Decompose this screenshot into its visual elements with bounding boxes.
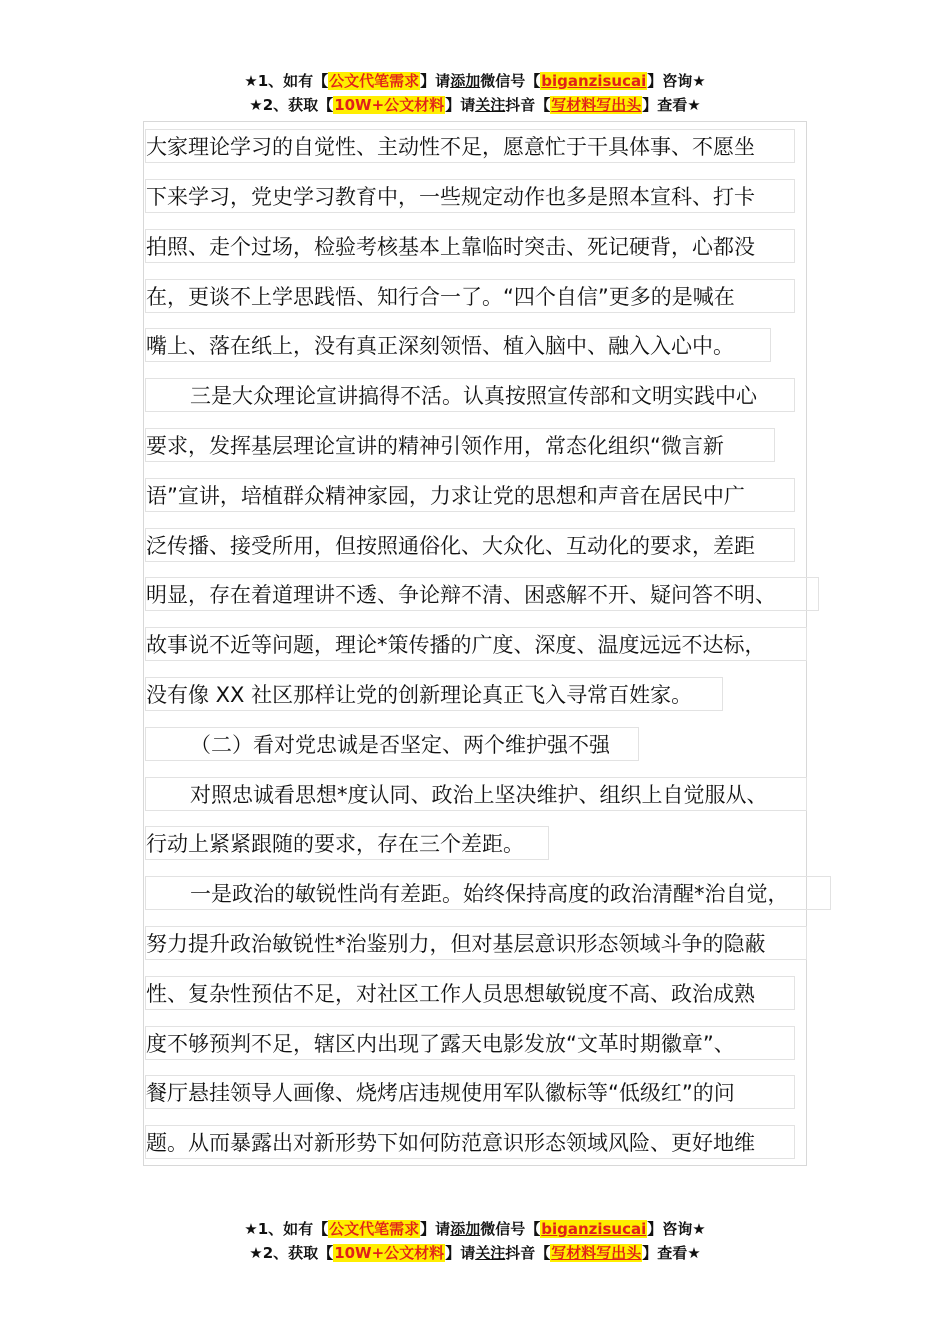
body-line: 性、复杂性预估不足，对社区工作人员思想敏锐度不高、政治成熟 — [145, 976, 795, 1010]
body-line: 要求，发挥基层理论宣讲的精神引领作用，常态化组织“微言新 — [145, 428, 775, 462]
banner-text: 微信号【 — [480, 72, 541, 90]
body-line: 一是政治的敏锐性尚有差距。始终保持高度的政治清醒*治自觉， — [145, 876, 831, 910]
banner-highlight: biganzisucai — [541, 1220, 647, 1238]
banner-highlight: 公文代笔需求 — [329, 72, 420, 90]
body-line: 没有像 XX 社区那样让党的创新理论真正飞入寻常百姓家。 — [145, 677, 723, 711]
banner-line-1 — [0, 1217, 950, 1241]
banner-highlight: biganzisucai — [541, 72, 647, 90]
banner-text: 】咨询★ — [647, 72, 706, 90]
banner-highlight: 10W+公文材料 — [334, 1244, 445, 1262]
body-line: 题。从而暴露出对新形势下如何防范意识形态领域风险、更好地维 — [145, 1125, 795, 1159]
banner-text: ★2、获取【 — [249, 1244, 334, 1262]
footer-banner — [0, 1217, 950, 1265]
banner-underlined: 关注 — [475, 1244, 506, 1262]
body-line: 餐厅悬挂领导人画像、烧烤店违规使用军队徽标等“低级红”的问 — [145, 1075, 795, 1109]
banner-highlight: 10W+公文材料 — [334, 96, 445, 114]
banner-text: 】请 — [420, 72, 451, 90]
banner-text: 微信号【 — [480, 1220, 541, 1238]
banner-underlined: 添加 — [450, 1220, 481, 1238]
body-line: 明显，存在着道理讲不透、争论辩不清、困惑解不开、疑问答不明、 — [145, 577, 819, 611]
body-line: 在，更谈不上学思践悟、知行合一了。“四个自信”更多的是喊在 — [145, 279, 795, 313]
banner-text: 抖音【 — [505, 96, 551, 114]
banner-underlined: 关注 — [475, 96, 506, 114]
body-line: 故事说不近等问题，理论*策传播的广度、深度、温度远远不达标， — [145, 627, 807, 661]
header-banner — [0, 69, 950, 117]
body-line: 努力提升政治敏锐性*治鉴别力，但对基层意识形态领域斗争的隐蔽 — [145, 926, 807, 960]
banner-text: ★1、如有【 — [244, 72, 329, 90]
body-line: 对照忠诚看思想*度认同、政治上坚决维护、组织上自觉服从、 — [145, 777, 807, 811]
banner-text: 】查看★ — [642, 96, 701, 114]
banner-line-2 — [0, 1241, 950, 1265]
banner-line-1 — [0, 69, 950, 93]
banner-line-2 — [0, 93, 950, 117]
banner-text: ★1、如有【 — [244, 1220, 329, 1238]
body-line: 三是大众理论宣讲搞得不活。认真按照宣传部和文明实践中心 — [145, 378, 795, 412]
body-line: 度不够预判不足，辖区内出现了露天电影发放“文革时期徽章”、 — [145, 1026, 795, 1060]
body-line: 下来学习，党史学习教育中，一些规定动作也多是照本宣科、打卡 — [145, 179, 795, 213]
banner-underlined: 添加 — [450, 72, 481, 90]
banner-text: 】请 — [445, 1244, 476, 1262]
banner-text: 】咨询★ — [647, 1220, 706, 1238]
banner-text: 】请 — [420, 1220, 451, 1238]
body-line: 行动上紧紧跟随的要求，存在三个差距。 — [145, 826, 549, 860]
body-line: 语”宣讲，培植群众精神家园，力求让党的思想和声音在居民中广 — [145, 478, 795, 512]
banner-text: ★2、获取【 — [249, 96, 334, 114]
banner-text: 抖音【 — [505, 1244, 551, 1262]
section-heading: （二）看对党忠诚是否坚定、两个维护强不强 — [145, 727, 639, 761]
body-line: 嘴上、落在纸上，没有真正深刻领悟、植入脑中、融入入心中。 — [145, 328, 771, 362]
banner-highlight: 写材料写出头 — [551, 1244, 642, 1262]
banner-text: 】请 — [445, 96, 476, 114]
banner-highlight: 写材料写出头 — [551, 96, 642, 114]
body-line: 大家理论学习的自觉性、主动性不足，愿意忙于干具体事、不愿坐 — [145, 129, 795, 163]
body-line: 拍照、走个过场，检验考核基本上靠临时突击、死记硬背，心都没 — [145, 229, 795, 263]
banner-highlight: 公文代笔需求 — [329, 1220, 420, 1238]
banner-text: 】查看★ — [642, 1244, 701, 1262]
body-line: 泛传播、接受所用，但按照通俗化、大众化、互动化的要求，差距 — [145, 528, 795, 562]
